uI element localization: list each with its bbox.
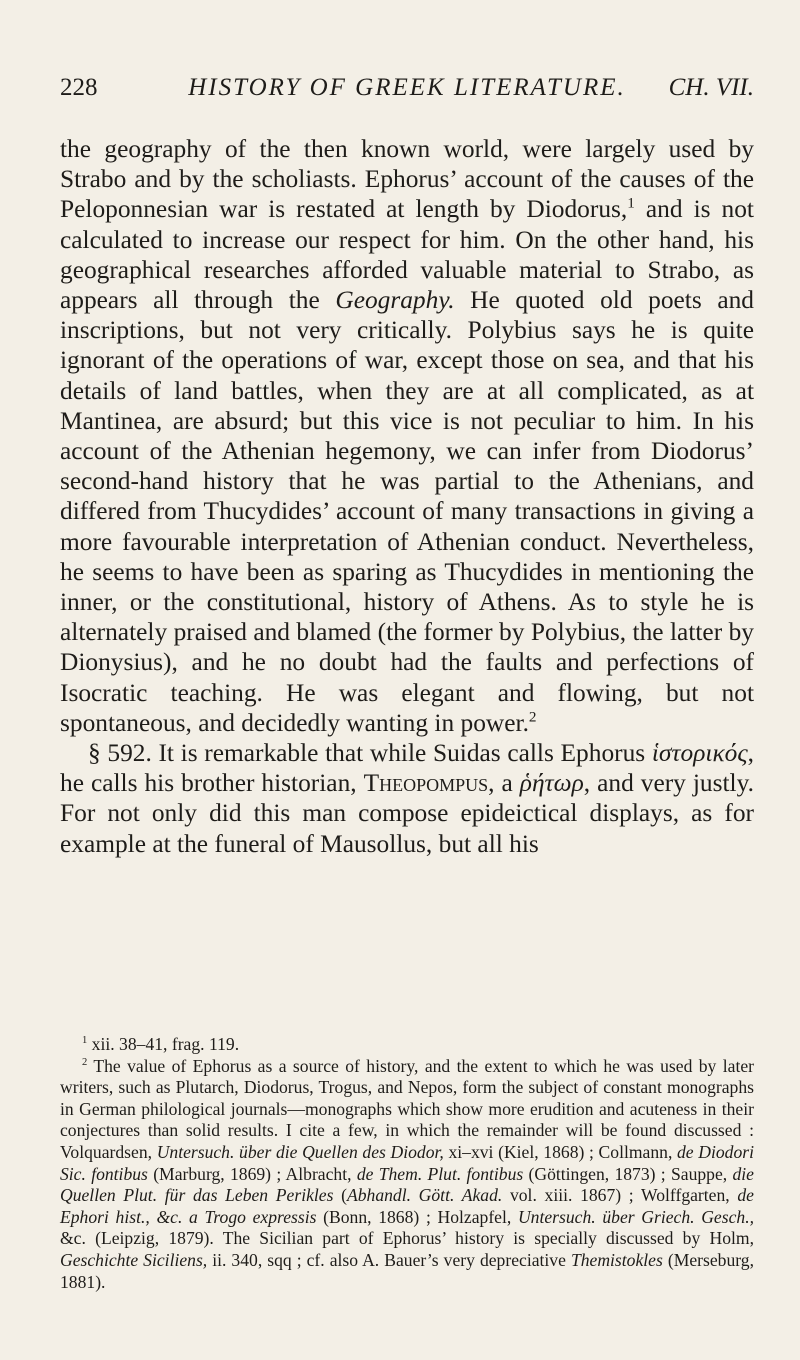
running-title: HISTORY OF GREEK LITERATURE. <box>188 74 626 101</box>
footnote-1: $^1$ xii. 38–41, frag. 119. <box>82 1034 240 1054</box>
footnotes <box>60 1034 754 1293</box>
paragraph-ephorus: the geography of the then known world, were largely used by Strabo and by the scholiasts. Ephorus’ account of the causes of the Peloponnesian war is restated at length by Diodorus,$^1$ and is not calculated to increase our respect for him. On the other hand, his geographical researches afforded valuable material to Strabo, as appears all through the Geography. He quoted old poets and inscriptions, but not very critically. Polybius says he is quite ignorant of the operations of war, except those on sea, and that his details of land battles, when they are at all complicated, as at Mantinea, are absurd; but this vice is not peculiar to him. In his account of the Athenian hegemony, we can infer from Diodorus’ second-hand history that he was partial to the Athenians, and differed from Thucydides’ account of many transactions in giving a more favourable interpretation of Athenian conduct. Nevertheless, he seems to have been as sparing as Thucydides in mentioning the inner, or the constitutional, history of Athens. As to style he is alternately praised and blamed (the former by Polybius, the latter by Dionysius), and he no doubt had the faults and perfections of Isocratic teaching. He was elegant and flowing, but not spontaneous, and decidedly wanting in power.$^2$ <box>60 135 754 737</box>
paragraph-section-592: § 592. It is remarkable that while Suidas calls Ephorus ἱστορικός, he calls his brother historian, Theopompus, a ῥήτωρ, and very justly. For not only did this man compose epideictical displays, as for example at the funeral of Mausollus, but all his <box>60 739 754 858</box>
greek-word-historikos: ἱστορικός <box>651 739 748 768</box>
footnote-ref-1[interactable]: 1 <box>627 194 635 212</box>
main-text <box>60 134 754 859</box>
running-header <box>60 74 754 114</box>
page-number: 228 <box>60 74 98 101</box>
chapter-label: CH. VII. <box>668 74 754 101</box>
work-title-geography: Geography. <box>335 286 455 315</box>
footnote-ref-2[interactable]: 2 <box>528 708 537 726</box>
name-theopompus: Theopompus <box>363 769 489 798</box>
footnote-2: $^2$ The value of Ephorus as a source of history, and the extent to which he was used by later writers, such as Plutarch, Diodorus, Trogus, and Nepos, form the subject of constant monographs in German philological journals—monographs which show more erudition and acuteness in their conjectures than solid results. I cite a few, in which the remainder will be found discussed : Volquardsen, Untersuch. über die Quellen des Diodor, xi–xvi (Kiel, 1868) ; Collmann, de Diodori Sic. fontibus (Marburg, 1869) ; Albracht, de Them. Plut. fontibus (Göttingen, 1873) ; Sauppe, die Quellen Plut. für das Leben Perikles (Abhandl. Gött. Akad. vol. xiii. 1867) ; Wolffgarten, de Ephori hist., &c. a Trogo expressis (Bonn, 1868) ; Holzapfel, Untersuch. über Griech. Gesch., &c. (Leipzig, 1879). The Sicilian part of Ephorus’ history is specially discussed by Holm, Geschichte Siciliens, ii. 340, sqq ; cf. also A. Bauer’s very depreciative Themistokles (Merseburg, 1881). <box>60 1055 754 1292</box>
greek-word-rhetor: ῥήτωρ <box>519 769 584 798</box>
